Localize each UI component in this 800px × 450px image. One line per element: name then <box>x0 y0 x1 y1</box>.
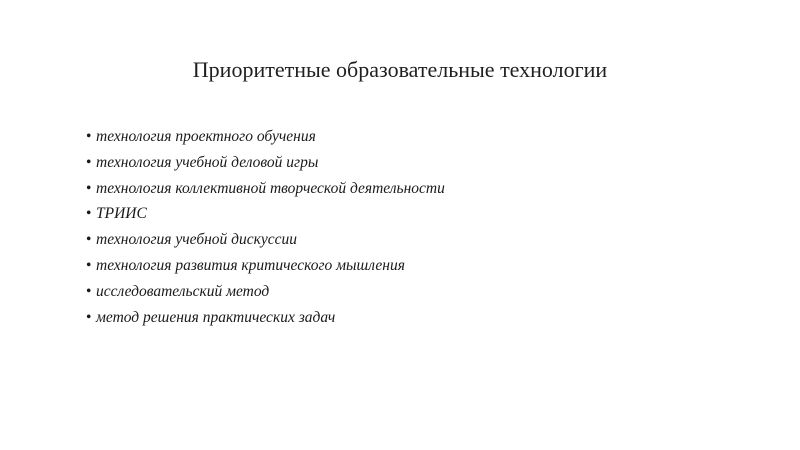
bullet-icon: • <box>86 205 92 223</box>
bullet-icon: • <box>86 308 92 326</box>
list-item: • ТРИИС <box>86 201 445 227</box>
slide-title: Приоритетные образовательные технологии <box>192 57 608 82</box>
bullet-icon: • <box>86 231 92 249</box>
bullet-list <box>86 124 445 330</box>
list-item: • технология учебной деловой игры <box>86 150 445 176</box>
bullet-icon: • <box>86 179 92 197</box>
list-item: • технология коллективной творческой деятельности <box>86 176 445 202</box>
list-item: • технология учебной дискуссии <box>86 227 445 253</box>
list-item: • технология развития критического мышления <box>86 253 445 279</box>
list-item: • технология проектного обучения <box>86 124 445 150</box>
bullet-icon: • <box>86 256 92 274</box>
bullet-icon: • <box>86 128 92 145</box>
list-item: • метод решения практических задач <box>86 305 445 331</box>
list-item: • исследовательский метод <box>86 279 445 305</box>
bullet-icon: • <box>86 153 92 171</box>
bullet-icon: • <box>86 282 92 300</box>
